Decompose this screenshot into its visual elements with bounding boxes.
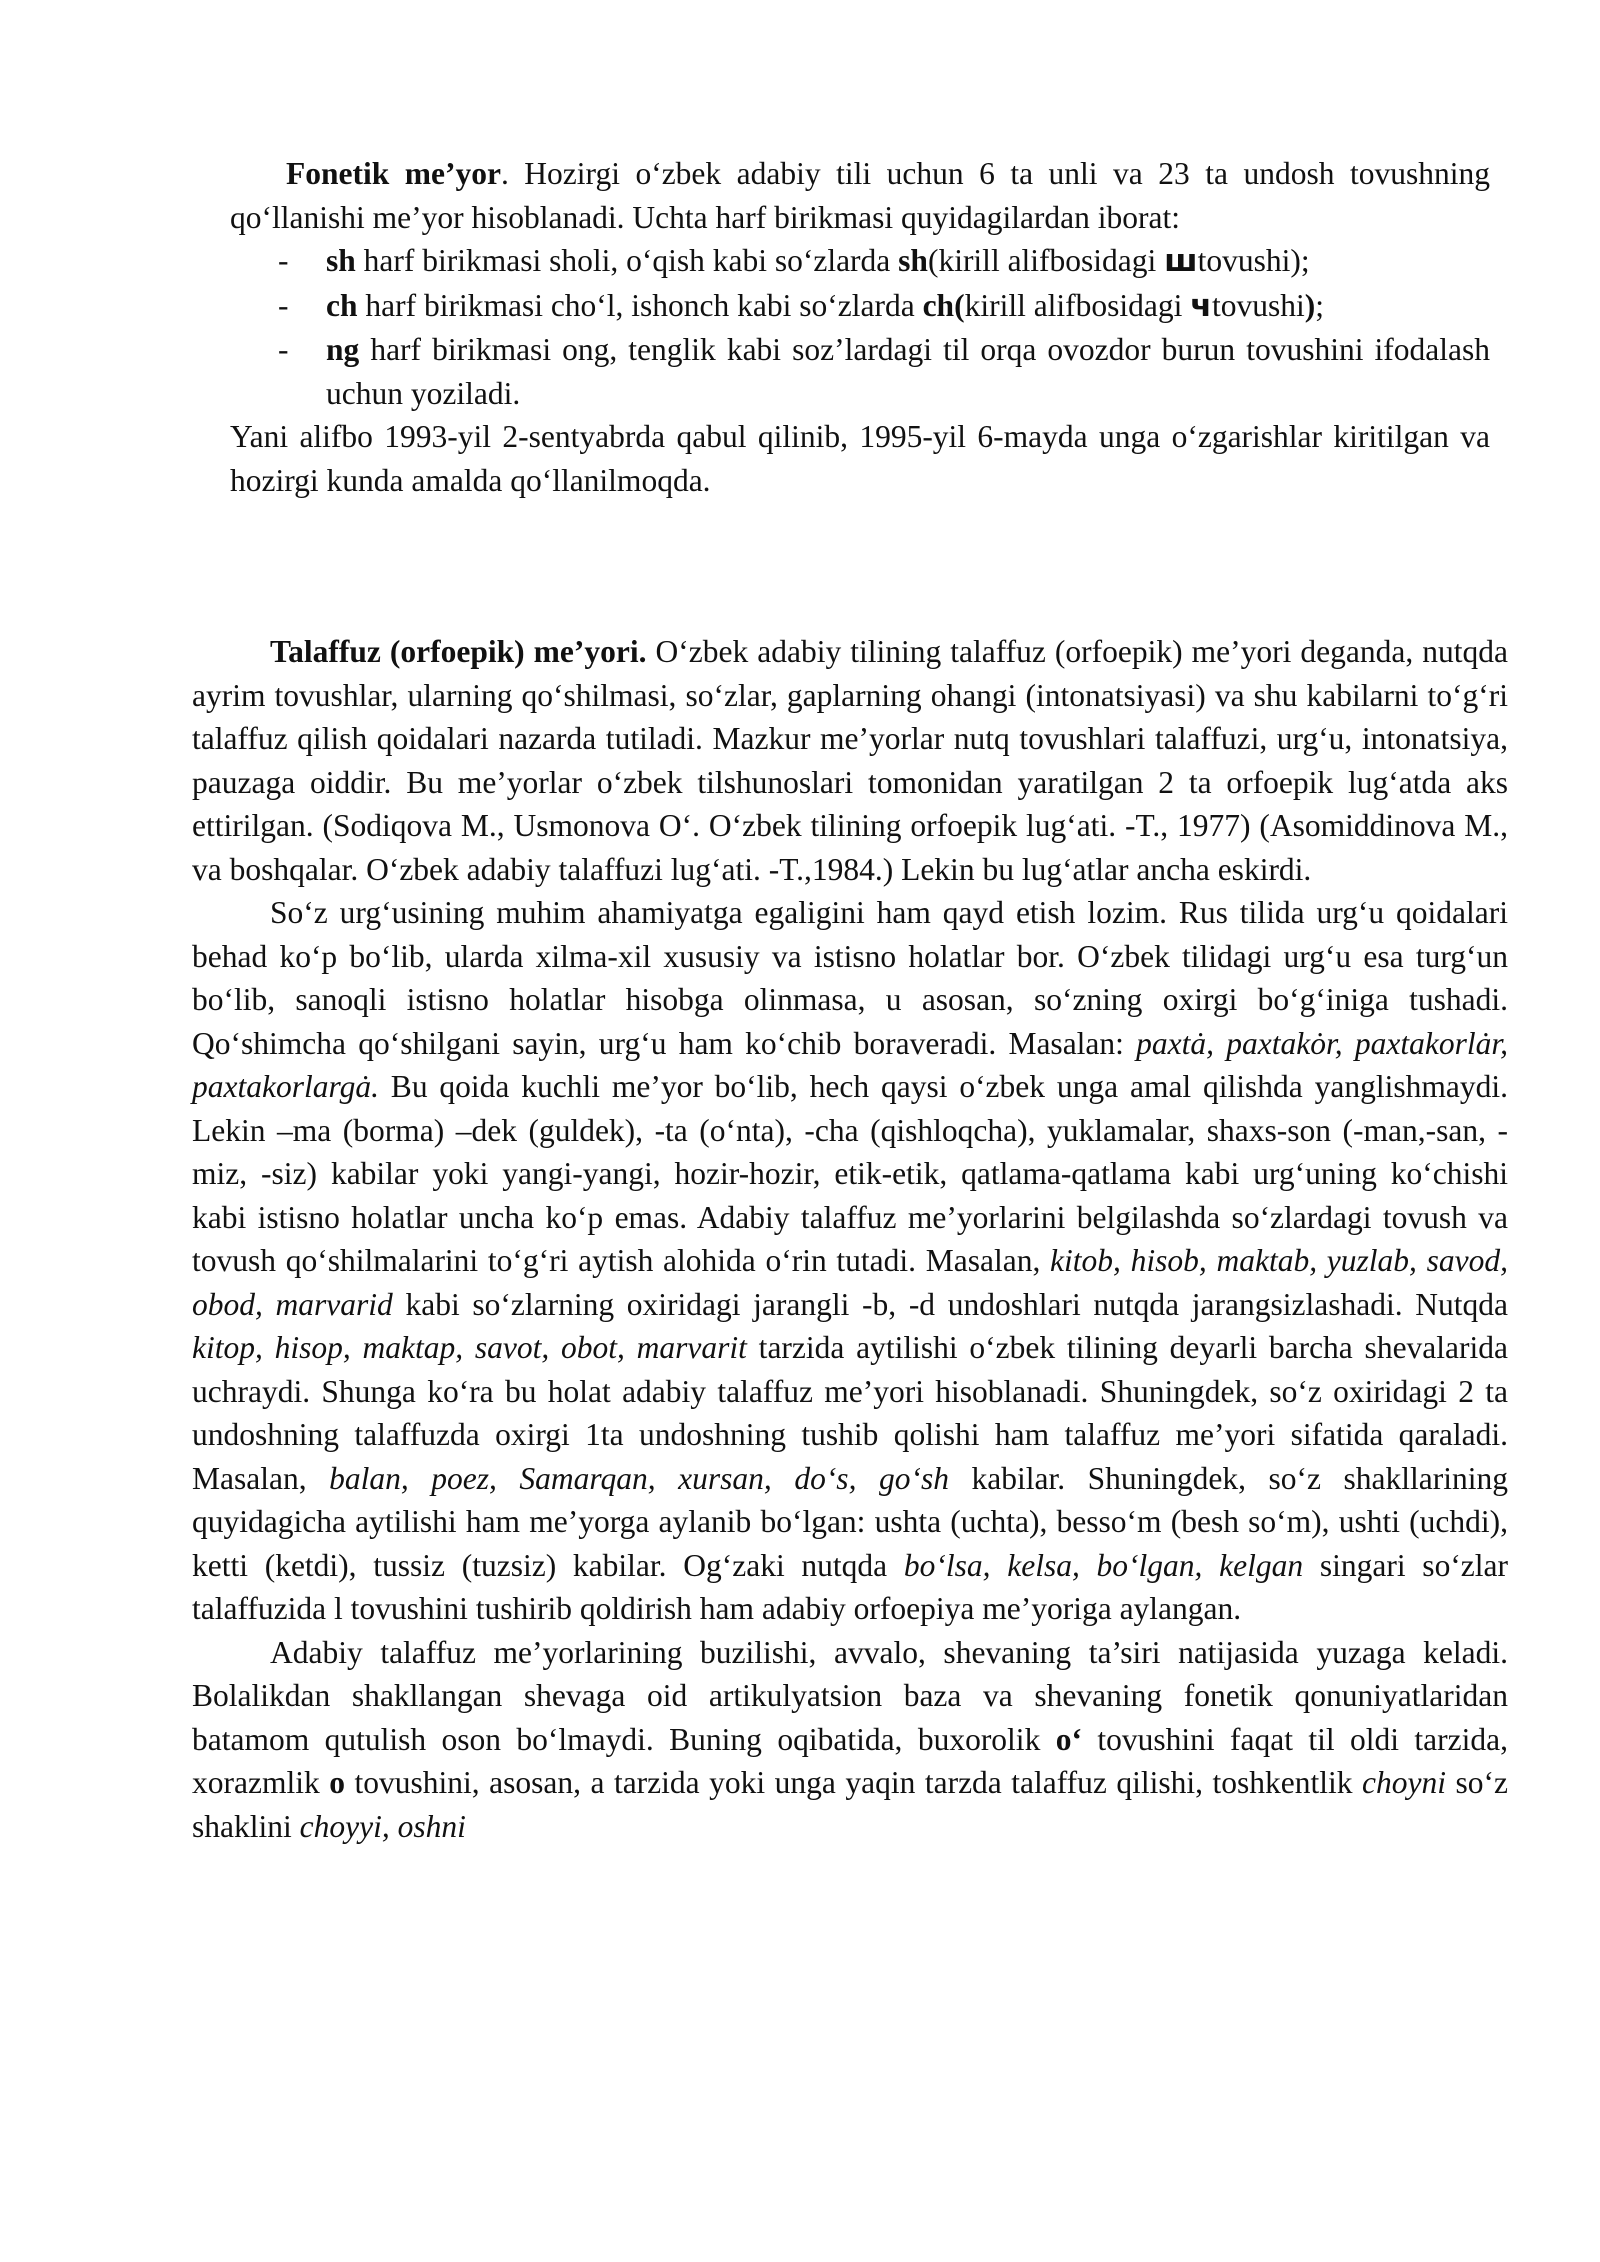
list-item-text: harf birikmasi ong, tenglik kabi soz’lardagi til orqa ovozdor burun tovushini ifodalash uchun yoziladi. — [326, 332, 1490, 411]
digraph-ref: ch( — [922, 287, 965, 323]
example-words: choyyi, oshni — [299, 1808, 466, 1844]
cyrillic-letter: ш — [1164, 243, 1198, 279]
example-words: kitob, hisob, maktab, yuzlab, savod, obod, marvarid — [192, 1243, 1508, 1322]
list-item-text: (kirill alifbosidagi — [927, 243, 1165, 278]
list-item — [278, 284, 1490, 329]
phonetic-intro-text: . Hozirgi o‘zbek adabiy tili uchun 6 ta unli va 23 ta undosh tovushning qo‘llanishi me’yor hisoblanadi. Uchta harf birikmasi quyidagilardan iborat: — [230, 156, 1490, 235]
digraph-label: ch — [326, 287, 358, 323]
digraph-label: sh — [326, 243, 356, 278]
example-words: balan, poez, Samarqan, xursan, do‘s, go‘sh — [329, 1460, 949, 1496]
closing-paren: ) — [1304, 287, 1316, 323]
sound-letter: o — [329, 1765, 345, 1800]
phonetic-intro-paragraph — [230, 152, 1490, 239]
paragraph-text: kabilar. Shuningdek, so‘z shakllarining quyidagicha aytilishi ham me’yorga aylanib bo‘lgan: ushta (uchta), besso‘m (besh so‘m), ushti (uchdi), ketti (ketdi), tussiz (tuzsiz) kabilar. Og‘zaki nutqda — [192, 1460, 1508, 1583]
paragraph-text: kabi so‘zlarning oxiridagi jarangli -b, -d undoshlari nutqda jarangsizlashadi. Nutqda — [392, 1286, 1508, 1322]
list-item-text: harf birikmasi cho‘l, ishonch kabi so‘zlarda — [357, 287, 923, 323]
paragraph-text: tovushini faqat til oldi tarzida, xorazmlik — [192, 1721, 1508, 1800]
list-dash: - — [278, 332, 289, 367]
orthoepic-norm-section — [192, 630, 1508, 1848]
sound-letter: o‘ — [1055, 1721, 1082, 1757]
example-words: kitop, hisop, maktap, savot, obot, marvarit — [192, 1330, 747, 1365]
list-dash: - — [278, 287, 289, 323]
paragraph-text: So‘z urg‘usining muhim ahamiyatga egaligini ham qayd etish lozim. Rus tilida urg‘u qoidalari behad ko‘p bo‘lib, ularda xilma-xil xususiy va istisno holatlar bor. O‘zbek tilidagi urg‘u esa turg‘un bo‘lib, sanoqli istisno holatlar hisobga olinmasa, u asosan, so‘zning oxirgi bo‘g‘iniga tushadi. Qo‘shimcha qo‘shilgani sayin, urg‘u ham ko‘chib boraveradi. Masalan: — [192, 895, 1508, 1061]
orthoepic-heading: Talaffuz (orfoepik) me’yori. — [270, 634, 647, 669]
cyrillic-letter: ч — [1190, 287, 1212, 324]
phonetic-norm-section — [230, 152, 1490, 502]
phonetic-heading: Fonetik me’yor — [286, 156, 501, 191]
orthoepic-text: O‘zbek adabiy tilining talaffuz (orfoepik) me’yori deganda, nutqda ayrim tovushlar, ularning qo‘shilmasi, so‘zlar, gaplarning ohangi (intonatsiyasi) va shu kabilarni to‘g‘ri talaffuz qilish qoidalari nazarda tutiladi. Mazkur me’yorlar nutq tovushlari talaffuzi, urg‘u, intonatsiya, pauzaga oiddir. Bu me’yorlar o‘zbek tilshunoslari tomonidan yaratilgan 2 ta orfoepik lug‘atda aks ettirilgan. (Sodiqova M., Usmonova O‘. O‘zbek tilining orfoepik lug‘ati. -T., 1977) (Asomiddinova M., va boshqalar. O‘zbek adabiy talaffuzi lug‘ati. -T.,1984.) Lekin bu lug‘atlar ancha eskirdi. — [192, 634, 1508, 887]
paragraph-text: singari so‘zlar talaffuzida l tovushini tushirib qoldirish ham adabiy orfoepiya me’yoriga aylangan. — [192, 1547, 1509, 1626]
digraph-list — [230, 239, 1490, 415]
digraph-label: ng — [326, 332, 360, 367]
paragraph-text: tarzida aytilishi o‘zbek tilining deyarli barcha shevalarida uchraydi. Shunga ko‘ra bu holat adabiy talaffuz me’yori hisoblanadi. Shuningdek, so‘z oxiridagi 2 ta undoshning talaffuzda oxirgi 1ta undoshning tushib qolishi ham talaffuz me’yori sifatida qaraladi. Masalan, — [192, 1330, 1508, 1496]
paragraph-text: Adabiy talaffuz me’yorlarining buzilishi, avvalo, shevaning ta’siri natijasida yuzaga keladi. Bolalikdan shakllangan shevaga oid artikulyatsion baza va shevaning fonetik qonuniyatlaridan batamom qutulish oson bo‘lmaydi. Buning oqibatida, buxorolik — [192, 1634, 1508, 1757]
paragraph-text: Bu qoida kuchli me’yor bo‘lib, hech qaysi o‘zbek unga amal qilishda yanglishmaydi. Lekin –ma (borma) –dek (guldek), -ta (o‘nta), -cha (qishloqcha), yuklamalar, shaxs-son (-man,-san, -miz, -siz) kabilar yoki yangi-yangi, hozir-hozir, etik-etik, qatlama-qatlama kabi urg‘uning ko‘chishi kabi istisno holatlar uncha ko‘p emas. Adabiy talaffuz me’yorlarini belgilashda so‘zlardagi tovush va tovush qo‘shilmalarini to‘g‘ri aytish alohida o‘rin tutadi. Masalan, — [192, 1069, 1508, 1278]
list-item-text: tovushi); — [1197, 243, 1310, 278]
paragraph-text: so‘z shaklini — [192, 1765, 1508, 1844]
list-item-text: kirill alifbosidagi — [964, 287, 1191, 323]
stress-paragraph — [192, 891, 1508, 1631]
list-item — [278, 239, 1490, 284]
list-item-text: harf birikmasi sholi, o‘qish kabi so‘zlarda — [355, 243, 899, 278]
list-dash: - — [278, 243, 289, 278]
paragraph-text: tovushini, asosan, a tarzida yoki unga yaqin tarzda talaffuz qilishi, toshkentlik — [344, 1765, 1363, 1800]
list-item-text: ; — [1315, 287, 1324, 323]
violations-paragraph — [192, 1631, 1508, 1849]
orthoepic-paragraph — [192, 630, 1508, 891]
list-item-text: tovushi — [1211, 287, 1305, 323]
example-words: paxtȧ, paxtakȯr, paxtakorlȧr, paxtakorlargȧ. — [192, 1025, 1508, 1104]
example-words: bo‘lsa, kelsa, bo‘lgan, kelgan — [903, 1547, 1304, 1583]
list-item — [278, 328, 1490, 415]
example-words: choyni — [1362, 1765, 1447, 1800]
digraph-ref: sh — [898, 243, 928, 278]
alphabet-note: Yani alifbo 1993-yil 2-sentyabrda qabul qilinib, 1995-yil 6-mayda unga o‘zgarishlar kiritilgan va hozirgi kunda amalda qo‘llanilmoqda. — [230, 419, 1490, 498]
